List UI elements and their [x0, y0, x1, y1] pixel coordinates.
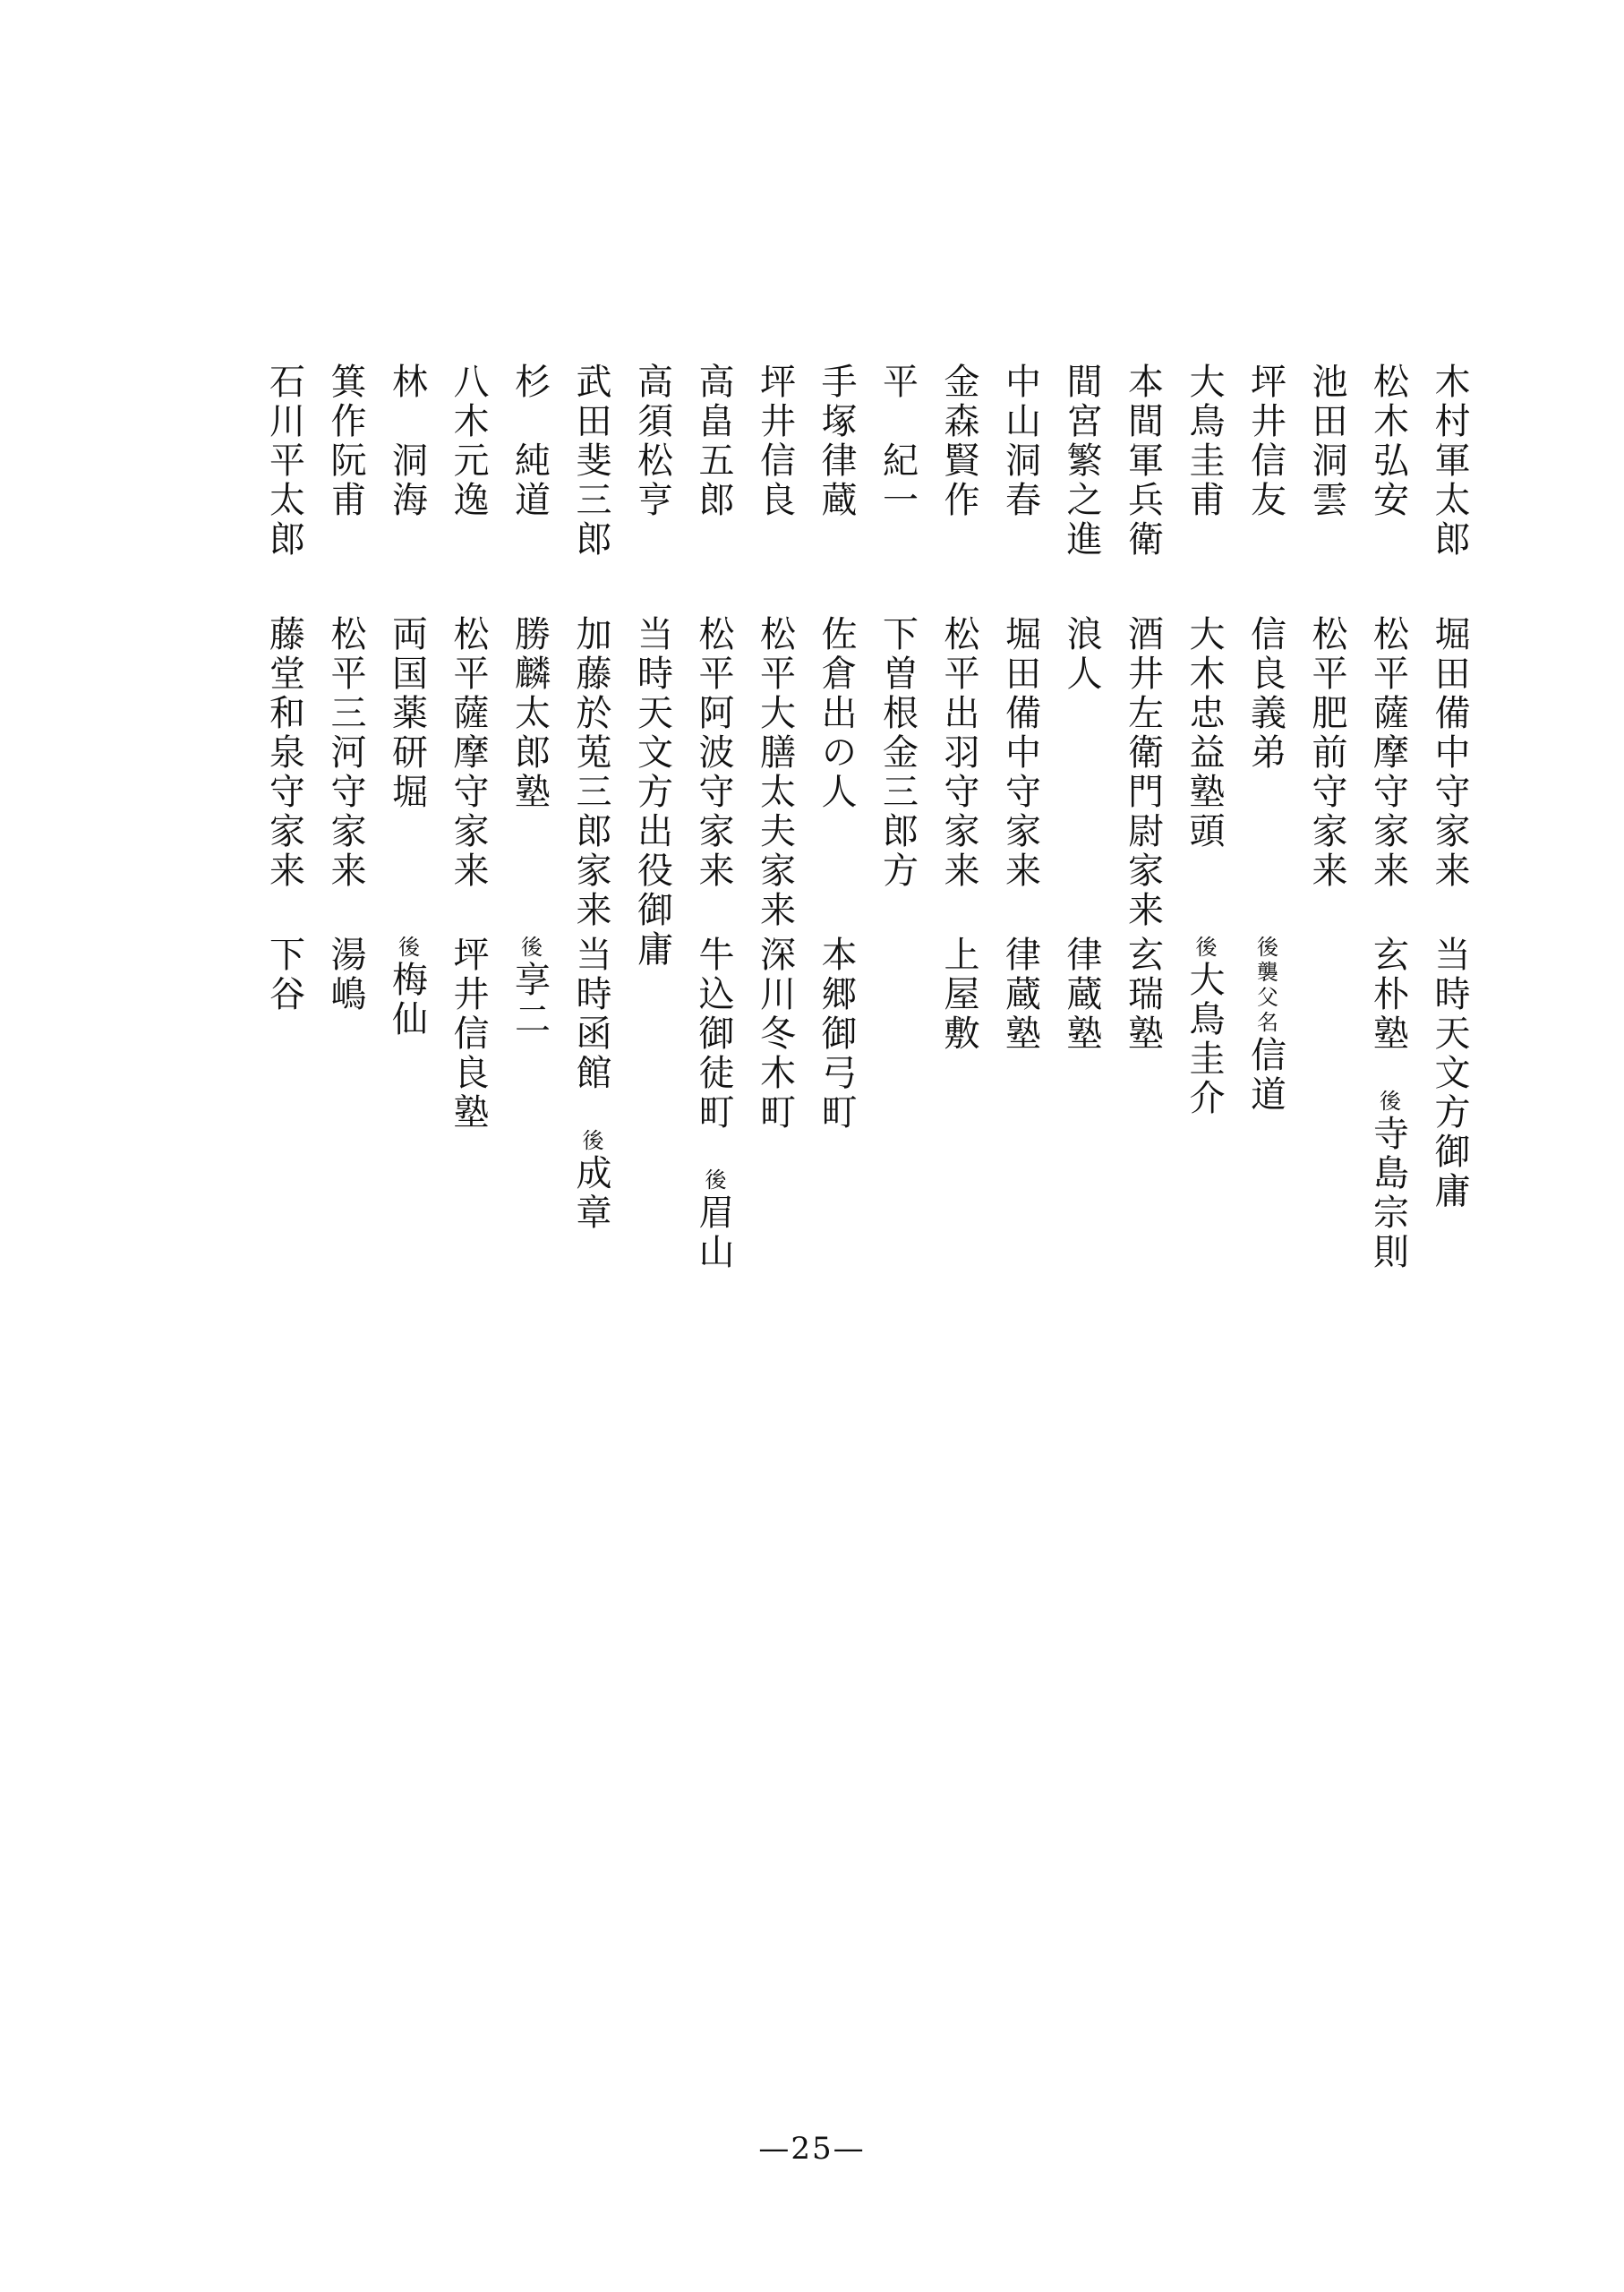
entry-remark-group [380, 936, 435, 1039]
entry-name: 手塚律蔵 [816, 363, 857, 520]
entry-affiliation: 松平出羽守家来 [938, 615, 979, 891]
roster-entry [435, 363, 496, 1527]
roster-entry [1233, 363, 1294, 1527]
entry-remark-group [931, 936, 987, 1054]
entry-name: 箕作阮甫 [325, 363, 366, 520]
entry-affiliation: 堀田備中守家来 [999, 615, 1041, 891]
entry-remark: 下谷 [263, 936, 305, 1014]
roster-entry [1416, 363, 1477, 1527]
entry-remark-group [563, 936, 619, 1233]
entry-name: 石川平太郎 [263, 363, 305, 560]
roster-entry [312, 363, 373, 1527]
roster-entry [987, 363, 1048, 1527]
entry-name: 木村軍太郎 [1429, 363, 1470, 560]
roster-entry [680, 363, 741, 1527]
entry-affiliation: 当時天文方出役御庸 [631, 615, 673, 970]
entry-remark-group [1422, 936, 1477, 1211]
entry-remark: 湯嶋 [325, 936, 366, 1014]
entry-later-note: 後 [517, 936, 543, 961]
roster-entry [742, 363, 803, 1527]
entry-affiliation: 松平薩摩守家来 [1367, 615, 1409, 891]
entry-name: 間宮繁之進 [1061, 363, 1102, 560]
entry-name: 高畠五郎 [693, 363, 734, 520]
entry-remark: 律蔵塾 [1061, 936, 1102, 1054]
roster-entry [558, 363, 619, 1527]
page-number: —25— [758, 2131, 866, 2167]
roster-entry [1110, 363, 1171, 1527]
entry-remark: 本郷御弓町 [816, 936, 857, 1133]
roster-entry [1171, 363, 1232, 1527]
entry-name: 大鳥圭甫 [1184, 363, 1225, 520]
entry-remark-group [318, 936, 373, 1014]
entry-affiliation: 信良義弟 [1244, 615, 1286, 773]
entry-remark: 牛込御徒町 [693, 936, 734, 1133]
entry-remark-group [440, 936, 496, 1133]
entry-affiliation: 藤堂和泉守家来 [263, 615, 305, 891]
entry-later-name: 大鳥圭介 [1184, 961, 1225, 1118]
roster-entry [252, 363, 312, 1527]
entry-affiliation: 松平三河守家来 [325, 615, 366, 891]
roster-entry [803, 363, 864, 1527]
entry-remark-group [1115, 936, 1171, 1054]
entry-affiliation: 勝麟太郎塾 [509, 615, 551, 812]
entry-later-name: 眉山 [693, 1193, 734, 1272]
entry-name: 池田洞雲 [1306, 363, 1347, 520]
entry-affiliation: 松平大膳太夫家来 [754, 615, 796, 930]
entry-remark-group [808, 936, 864, 1133]
entry-affiliation: 酒井左衛門尉家来 [1122, 615, 1164, 930]
entry-remark: 坪井信良塾 [448, 936, 489, 1133]
entry-remark-group [993, 936, 1048, 1054]
entry-name: 杉 純道 [509, 363, 551, 520]
entry-affiliation: 浪人 [1061, 615, 1102, 694]
entry-remark-group [1176, 936, 1232, 1118]
entry-remark-group [686, 936, 741, 1272]
entry-later-note: 後襲父名 [1252, 936, 1278, 1036]
entry-name: 金森賢作 [938, 363, 979, 520]
entry-affiliation: 加藤於莵三郎家来 [570, 615, 611, 930]
entry-name: 林 洞海 [386, 363, 428, 520]
roster-entry [374, 363, 435, 1527]
roster-entry [1355, 363, 1416, 1527]
entry-affiliation: 両国薬研堀 [386, 615, 428, 812]
entry-remark: 玄朴塾 [1367, 936, 1409, 1054]
entry-affiliation: 堀田備中守家来 [1429, 615, 1470, 891]
entry-later-name: 信道 [1244, 1036, 1286, 1115]
entry-remark-group [502, 936, 558, 1039]
roster-columns [197, 363, 1477, 1527]
entry-remark-group [1361, 936, 1416, 1272]
entry-name: 松木弘安 [1367, 363, 1409, 520]
roster-entry [865, 363, 926, 1527]
entry-name: 武田斐三郎 [570, 363, 611, 560]
entry-affiliation: 佐倉出の人 [816, 615, 857, 812]
entry-later-note: 後 [578, 1129, 603, 1154]
entry-remark: 玄瑞塾 [1122, 936, 1164, 1054]
entry-remark-group [257, 936, 312, 1014]
entry-later-name: 享二 [509, 961, 551, 1039]
entry-later-note: 後 [701, 1168, 726, 1193]
entry-remark-group [1054, 936, 1109, 1054]
entry-remark: 当時函館 [570, 936, 611, 1093]
entry-affiliation: 松平薩摩守家来 [448, 615, 489, 891]
entry-name: 八木元逸 [448, 363, 489, 520]
entry-remark-group [748, 936, 803, 1133]
entry-later-note: 後 [394, 936, 420, 961]
entry-name: 高須松亨 [631, 363, 673, 520]
entry-remark: 当時天文方御庸 [1429, 936, 1470, 1211]
entry-affiliation: 松平阿波守家来 [693, 615, 734, 891]
entry-later-name: 梅仙 [386, 961, 428, 1039]
entry-name: 本間軍兵衛 [1122, 363, 1164, 560]
entry-name: 中山洞春 [999, 363, 1041, 520]
entry-name: 坪井信友 [1244, 363, 1286, 520]
entry-later-note: 後 [1192, 936, 1217, 961]
entry-affiliation: 下曽根金三郎方 [876, 615, 919, 891]
roster-entry [497, 363, 558, 1527]
entry-affiliation: 松平肥前守家来 [1306, 615, 1347, 891]
roster-entry [1294, 363, 1355, 1527]
entry-name: 平 紀一 [876, 363, 919, 520]
roster-entry [1048, 363, 1109, 1527]
entry-later-name: 成章 [570, 1154, 611, 1233]
roster-entry [926, 363, 987, 1527]
entry-remark-group [1238, 936, 1294, 1115]
entry-remark: 律蔵塾 [999, 936, 1041, 1054]
entry-remark: 深川冬木町 [754, 936, 796, 1133]
entry-remark: 上屋敷 [938, 936, 979, 1054]
entry-later-note: 後 [1375, 1090, 1401, 1115]
entry-name: 坪井信良 [754, 363, 796, 520]
entry-later-name: 寺島宗則 [1367, 1115, 1409, 1272]
entry-affiliation: 大木忠益塾頭 [1184, 615, 1225, 851]
roster-entry [620, 363, 680, 1527]
